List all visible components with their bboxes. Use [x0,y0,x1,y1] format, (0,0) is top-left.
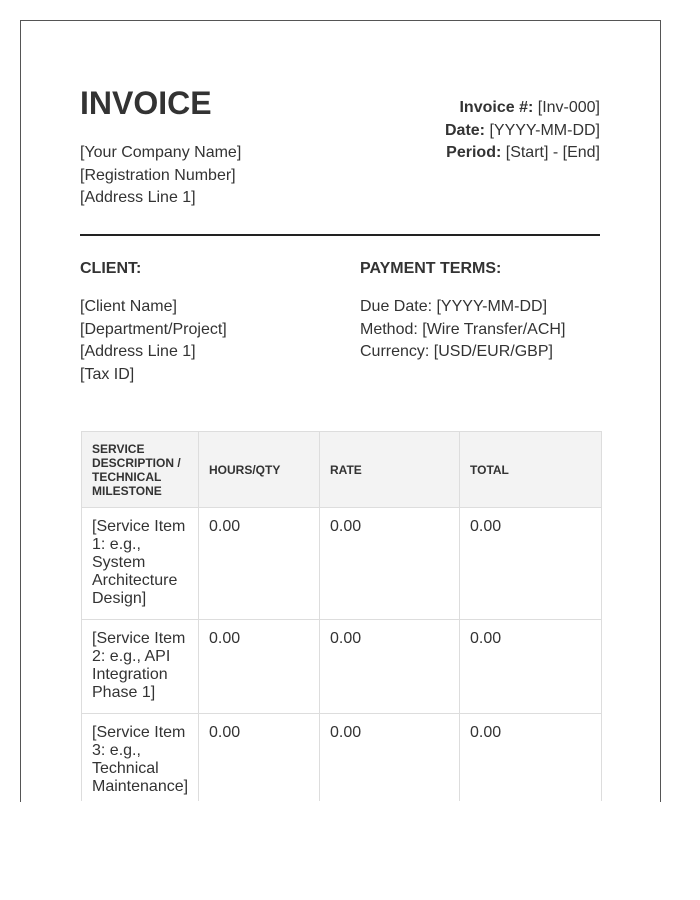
client-heading: CLIENT: [80,260,142,277]
client-line: [Address Line 1] [80,343,196,360]
invoice-date-value: [YYYY-MM-DD] [485,121,600,139]
payment-terms-line: Method: [Wire Transfer/ACH] [360,320,566,338]
table-row [82,508,602,620]
column-header-hours: HOURS/QTY [199,432,320,508]
client-line: [Tax ID] [80,365,135,383]
invoice-period-value: [Start] - [End] [501,144,600,161]
table-row [82,714,602,802]
total-cell: 0.00 [460,620,602,714]
service-description-cell: [Service Item 3: e.g., Technical Maintenance] [82,714,199,802]
company-address: [Address Line 1] [80,189,196,206]
service-description-cell: [Service Item 1: e.g., System Architecture Design] [82,508,199,620]
rate-cell: 0.00 [320,714,460,802]
column-header-rate: RATE [320,432,460,508]
payment-terms-line: Currency: [USD/EUR/GBP] [360,343,553,360]
client-line: [Client Name] [80,298,177,315]
client-line: [Department/Project] [80,320,227,338]
invoice-period-label: Period: [446,144,502,161]
column-header-description: SERVICE DESCRIPTION / TECHNICAL MILESTONE [82,432,199,508]
payment-terms-heading: PAYMENT TERMS: [360,260,502,277]
service-description-cell: [Service Item 2: e.g., API Integration Phase 1] [82,620,199,714]
table-row [82,620,602,714]
invoice-title: INVOICE [80,85,212,121]
total-cell: 0.00 [460,714,602,802]
payment-terms-line: Due Date: [YYYY-MM-DD] [360,298,548,315]
hours-cell: 0.00 [199,620,320,714]
invoice-date-label: Date: [445,121,486,139]
rate-cell: 0.00 [320,620,460,714]
invoice-number-value: [Inv-000] [533,99,600,116]
line-items-table [81,431,602,801]
hours-cell: 0.00 [199,714,320,802]
column-header-total: TOTAL [460,432,602,508]
table-header-row [82,432,602,508]
company-registration: [Registration Number] [80,166,236,184]
hours-cell: 0.00 [199,508,320,620]
total-cell: 0.00 [460,508,602,620]
rate-cell: 0.00 [320,508,460,620]
company-name: [Your Company Name] [80,144,242,161]
invoice-number-label: Invoice #: [459,99,534,116]
